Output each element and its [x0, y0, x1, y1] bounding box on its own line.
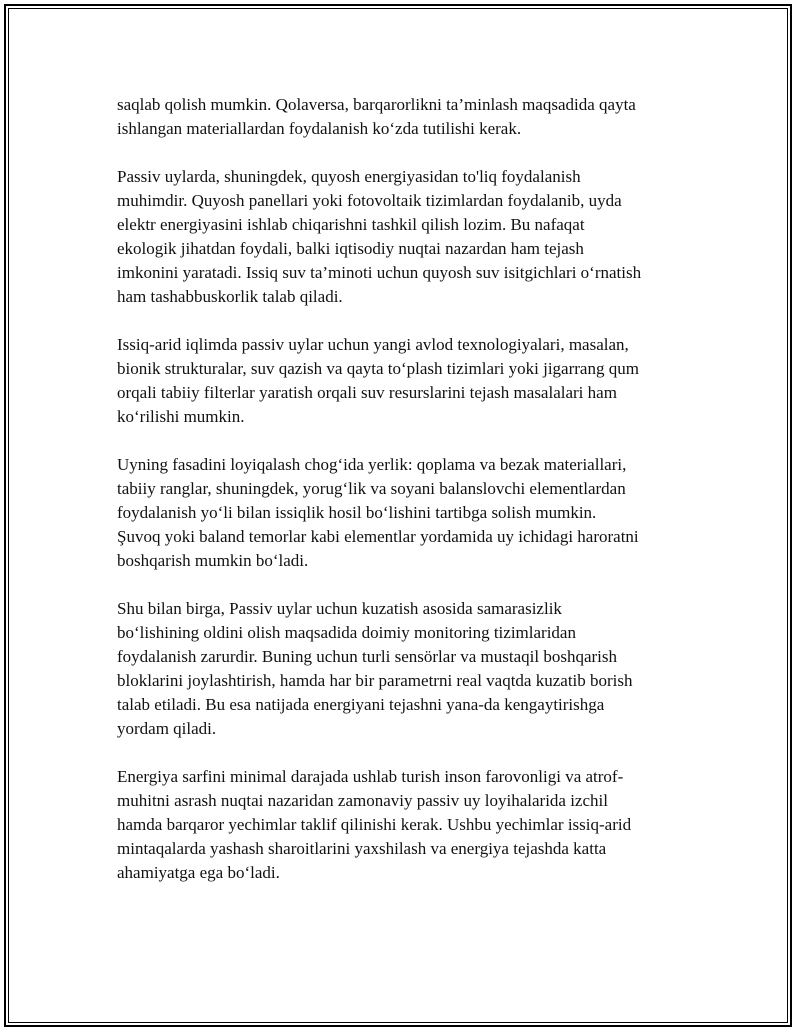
text-line: yordam qiladi.	[117, 719, 217, 738]
text-line: ishlangan materiallardan foydalanish ko‘zda tutilishi kerak.	[117, 119, 522, 138]
text-line: Issiq-arid iqlimda passiv uylar uchun yangi avlod texnologiyalari, masalan,	[117, 335, 629, 354]
document-body	[117, 93, 697, 909]
text-line: elektr energiyasini ishlab chiqarishni tashkil qilish lozim. Bu nafaqat	[117, 215, 585, 234]
text-line: muhimdir. Quyosh panellari yoki fotovoltaik tizimlardan foydalanib, uyda	[117, 191, 622, 210]
text-line: bionik strukturalar, suv qazish va qayta to‘plash tizimlari yoki jigarrang qum	[117, 359, 639, 378]
text-line: mintaqalarda yashash sharoitlarini yaxshilash va energiya tejashda katta	[117, 839, 607, 858]
text-line: Energiya sarfini minimal darajada ushlab turish inson farovonligi va atrof-	[117, 767, 624, 786]
text-line: saqlab qolish mumkin. Qolaversa, barqarorlikni ta’minlash maqsadida qayta	[117, 95, 636, 114]
text-line: ekologik jihatdan foydali, balki iqtisodiy nuqtai nazardan ham tejash	[117, 239, 584, 258]
text-line: ko‘rilishi mumkin.	[117, 407, 245, 426]
text-line: boshqarish mumkin bo‘ladi.	[117, 551, 309, 570]
paragraph-5	[117, 597, 697, 741]
text-line: tabiiy ranglar, shuningdek, yorug‘lik va soyani balanslovchi elementlardan	[117, 479, 626, 498]
text-line: foydalanish zarurdir. Buning uchun turli sensörlar va mustaqil boshqarish	[117, 647, 617, 666]
text-line: orqali tabiiy filterlar yaratish orqali suv resurslarini tejash masalalari ham	[117, 383, 617, 402]
text-line: talab etiladi. Bu esa natijada energiyani tejashni yana-da kengaytirishga	[117, 695, 605, 714]
text-line: imkonini yaratadi. Issiq suv ta’minoti uchun quyosh suv isitgichlari o‘rnatish	[117, 263, 642, 282]
text-line: muhitni asrash nuqtai nazaridan zamonaviy passiv uy loyihalarida izchil	[117, 791, 608, 810]
paragraph-1	[117, 93, 697, 141]
text-line: ham tashabbuskorlik talab qiladi.	[117, 287, 343, 306]
text-line: bo‘lishining oldini olish maqsadida doimiy monitoring tizimlaridan	[117, 623, 576, 642]
text-line: Shu bilan birga, Passiv uylar uchun kuzatish asosida samarasizlik	[117, 599, 562, 618]
paragraph-4	[117, 453, 697, 573]
text-line: Uyning fasadini loyiqalash chog‘ida yerlik: qoplama va bezak materiallari,	[117, 455, 627, 474]
text-line: ahamiyatga ega bo‘ladi.	[117, 863, 280, 882]
text-line: Passiv uylarda, shuningdek, quyosh energiyasidan to'liq foydalanish	[117, 167, 581, 186]
paragraph-3	[117, 333, 697, 429]
text-line: hamda barqaror yechimlar taklif qilinishi kerak. Ushbu yechimlar issiq-arid	[117, 815, 632, 834]
text-line: Şuvoq yoki baland temorlar kabi elementlar yordamida uy ichidagi haroratni	[117, 527, 639, 546]
paragraph-2	[117, 165, 697, 309]
text-line: foydalanish yo‘li bilan issiqlik hosil bo‘lishini tartibga solish mumkin.	[117, 503, 597, 522]
paragraph-6	[117, 765, 697, 885]
text-line: bloklarini joylashtirish, hamda har bir parametrni real vaqtda kuzatib borish	[117, 671, 633, 690]
